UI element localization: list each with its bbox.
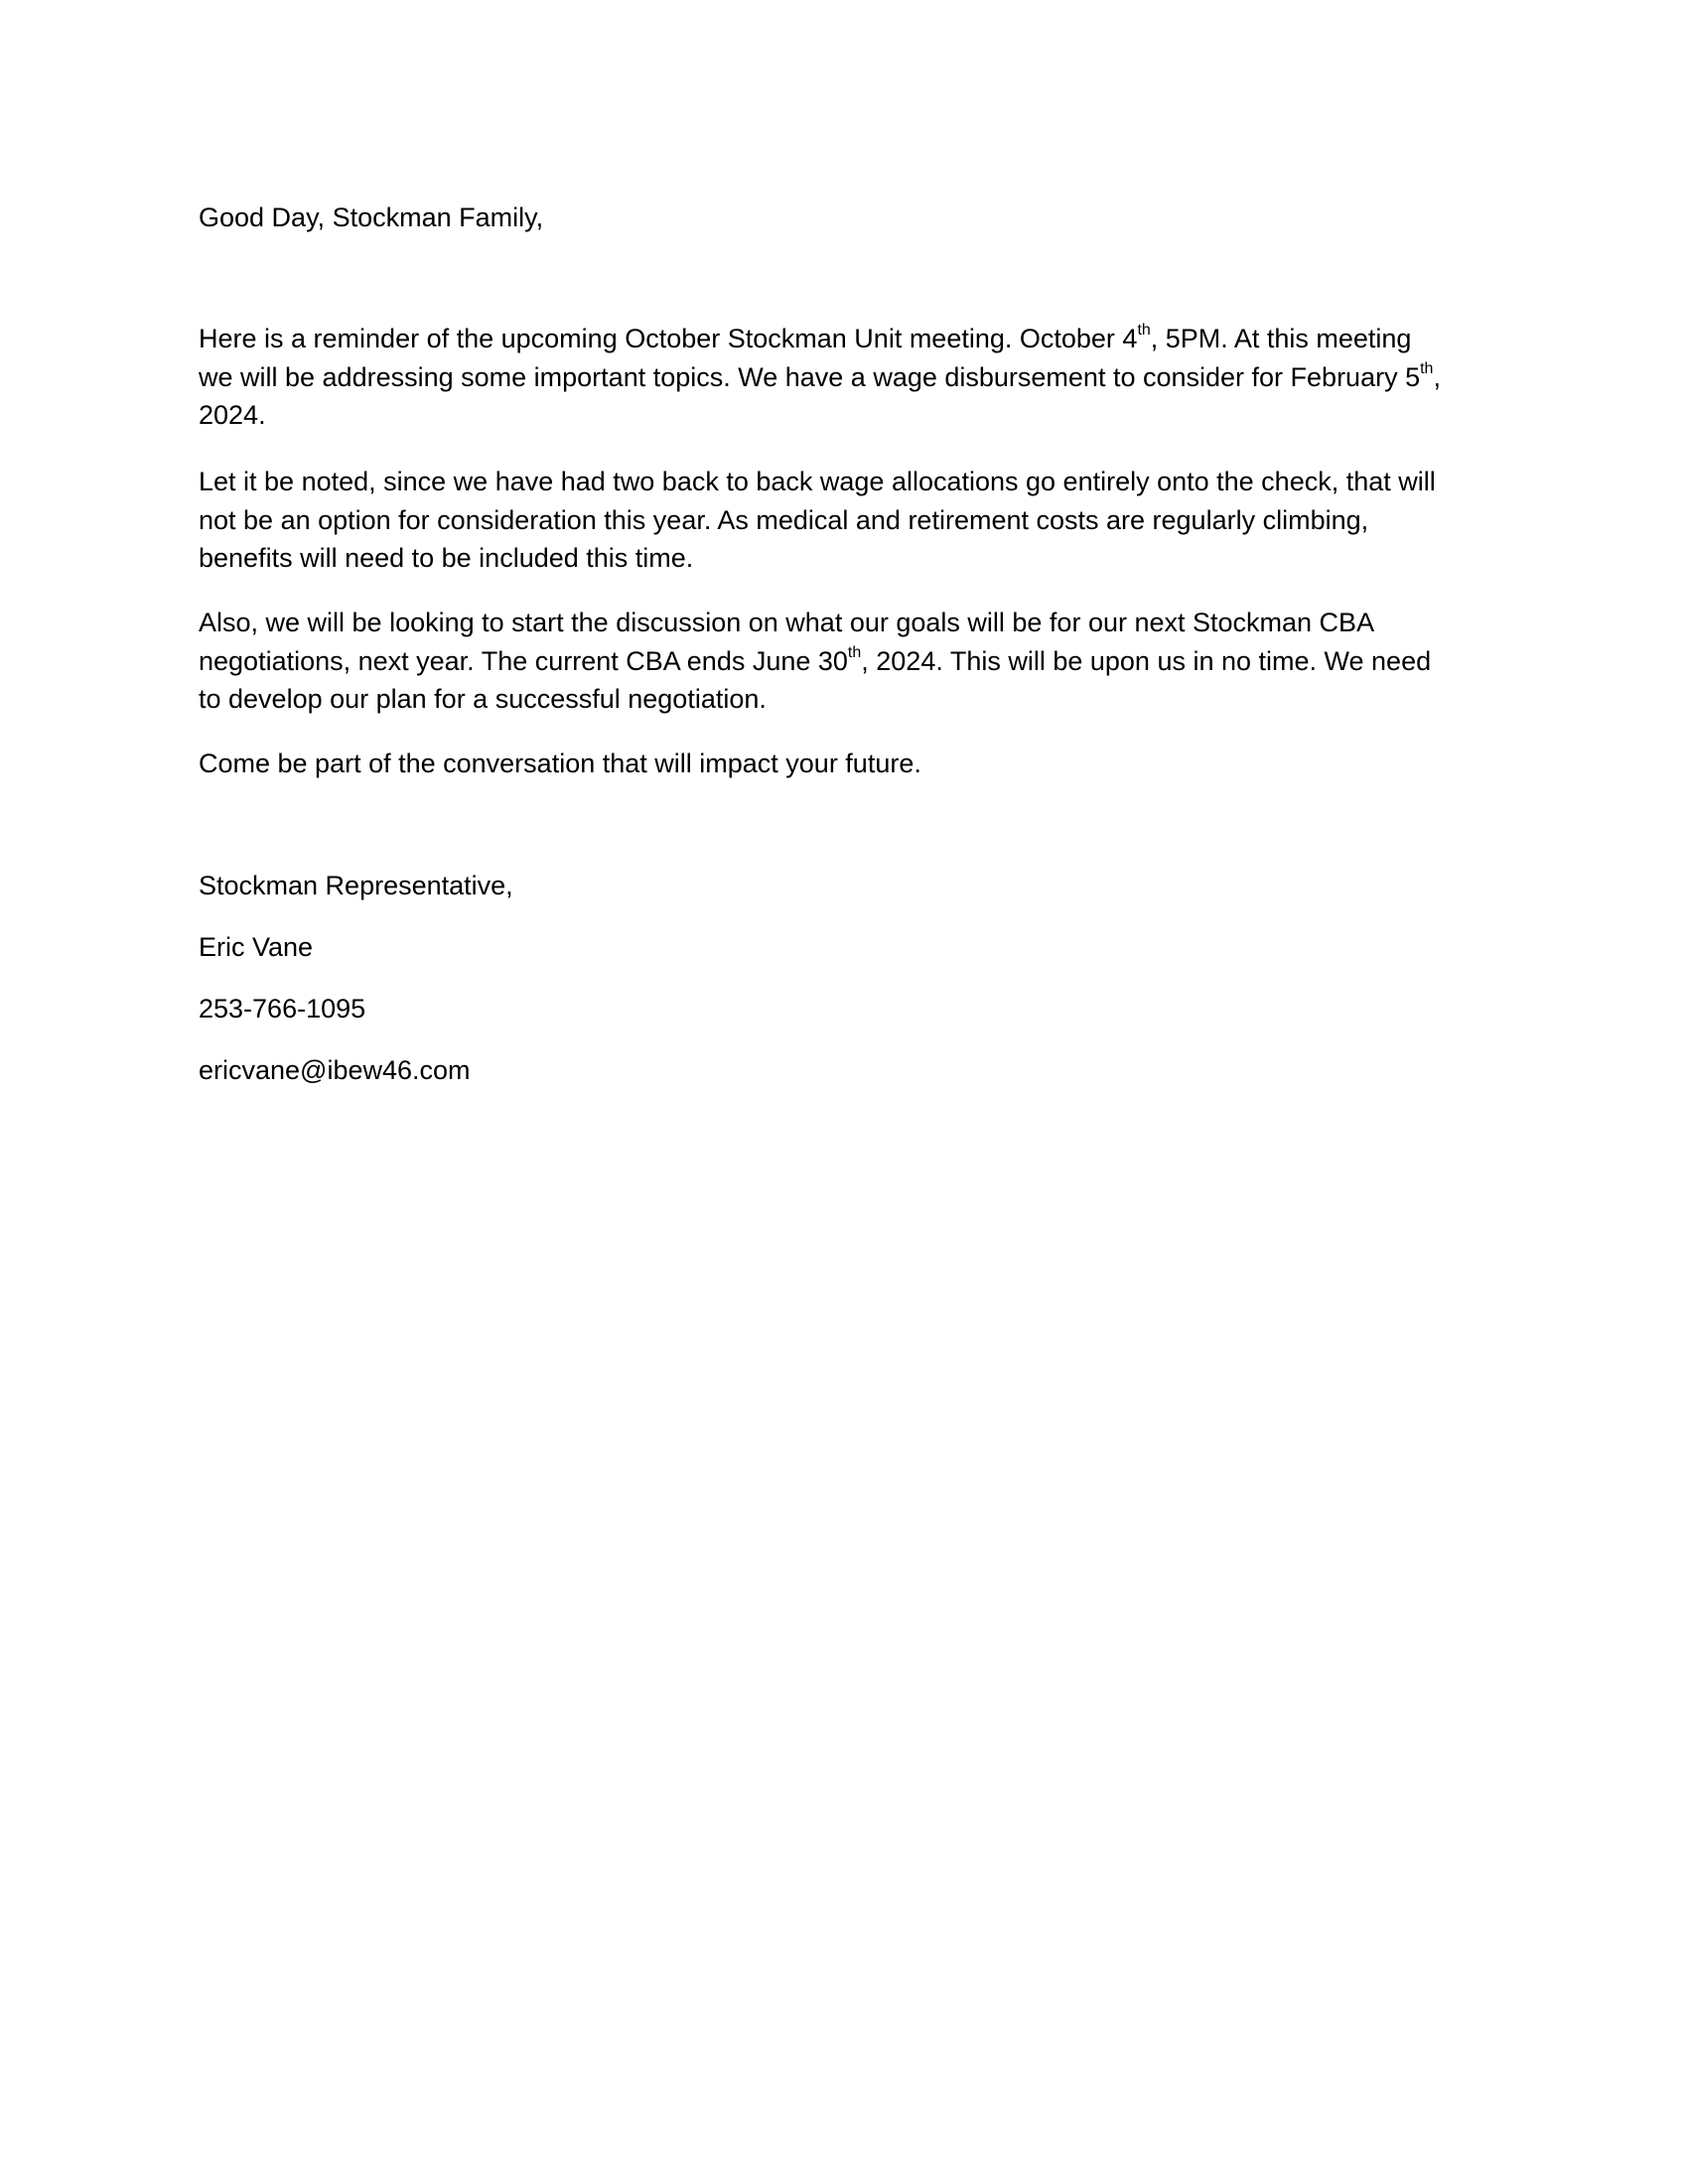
paragraph-line bbox=[199, 642, 1499, 681]
text-run: Here is a reminder of the upcoming October Stockman Unit meeting. October 4 bbox=[199, 324, 1138, 353]
paragraph-line: Come be part of the conversation that will impact your future. bbox=[199, 749, 921, 778]
signature-phone bbox=[199, 990, 1499, 1028]
greeting bbox=[199, 199, 1499, 237]
text-run: , 5PM. At this meeting bbox=[1150, 324, 1412, 353]
greeting-text: Good Day, Stockman Family, bbox=[199, 203, 544, 232]
signature-name-text: Eric Vane bbox=[199, 932, 314, 962]
paragraph-wage-allocation bbox=[199, 463, 1499, 578]
paragraph-meeting-reminder bbox=[199, 320, 1499, 435]
text-run: , 2024. This will be upon us in no time. We need bbox=[861, 645, 1432, 676]
paragraph-line: benefits will need to be included this time. bbox=[199, 543, 694, 573]
ordinal-suffix: th bbox=[1137, 322, 1151, 339]
signature-name bbox=[199, 928, 1499, 967]
paragraph-line bbox=[199, 320, 1499, 358]
paragraph-line: to develop our plan for a successful negotiation. bbox=[199, 684, 767, 714]
paragraph-line: Let it be noted, since we have had two back to back wage allocations go entirely onto the check, that will bbox=[199, 467, 1436, 496]
paragraph-cba-negotiations bbox=[199, 604, 1499, 719]
paragraph-closing bbox=[199, 745, 1499, 783]
signature-title bbox=[199, 867, 1499, 905]
signature-title-text: Stockman Representative, bbox=[199, 871, 513, 900]
paragraph-line: 2024. bbox=[199, 400, 266, 430]
signature-phone-text: 253-766-1095 bbox=[199, 994, 366, 1024]
paragraph-line: not be an option for consideration this year. As medical and retirement costs are regularly climbing, bbox=[199, 504, 1369, 535]
text-run: negotiations, next year. The current CBA ends June 30 bbox=[199, 645, 848, 676]
signature-email bbox=[199, 1051, 1499, 1090]
ordinal-suffix: th bbox=[1420, 359, 1434, 377]
paragraph-line bbox=[199, 358, 1499, 397]
paragraph-line: Also, we will be looking to start the discussion on what our goals will be for our next Stockman CBA bbox=[199, 608, 1375, 637]
text-run: , bbox=[1433, 361, 1441, 392]
signature-email-text: ericvane@ibew46.com bbox=[199, 1055, 471, 1085]
text-run: we will be addressing some important topics. We have a wage disbursement to consider for February 5 bbox=[199, 361, 1421, 392]
ordinal-suffix: th bbox=[847, 643, 862, 661]
